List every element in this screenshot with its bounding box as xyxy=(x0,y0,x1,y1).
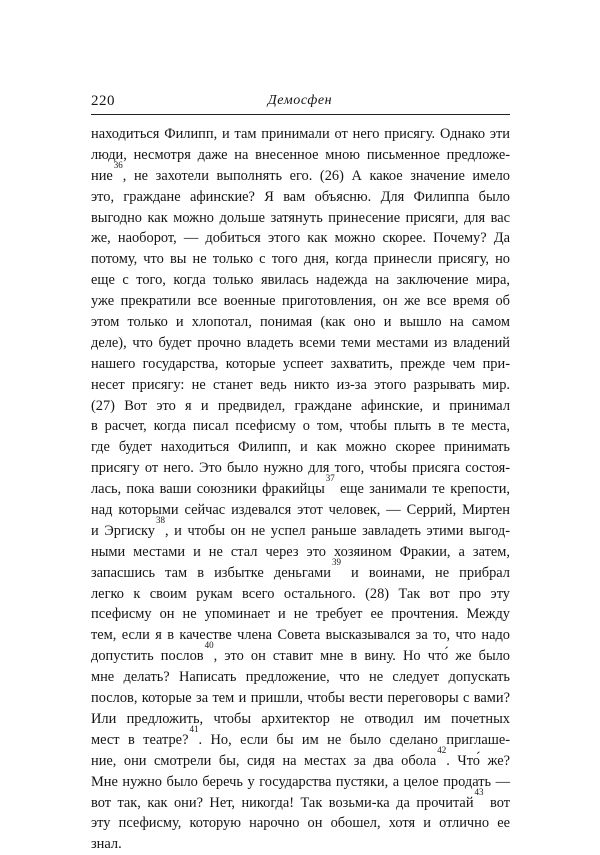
line-text: люди, несмотря даже на внесенное мною письменное предложе- xyxy=(91,146,510,163)
footnote-marker[interactable]: 43 xyxy=(474,786,484,797)
line-text: послов, которые за тем и пришли, чтобы вести переговоры с вами? xyxy=(91,690,510,707)
line-text-continued: еще занимали те крепости, xyxy=(334,481,511,498)
text-line xyxy=(91,437,510,458)
page-number: 220 xyxy=(91,93,115,109)
text-line xyxy=(91,813,510,834)
text-line xyxy=(91,834,510,855)
text-line xyxy=(91,208,510,229)
line-text: и Эргиску xyxy=(91,522,155,539)
text-line xyxy=(91,396,510,417)
header-rule xyxy=(91,114,510,115)
line-text: над которыми сейчас издевался этот человек, — Серрий, Миртен xyxy=(91,502,510,519)
line-text: ние, они смотрели бы, сидя на местах за два обола xyxy=(91,752,437,769)
text-line xyxy=(91,187,510,208)
line-text: легко к своим рукам всего остального. (28) Так вот про эту xyxy=(91,585,510,602)
line-text: потому, что вы не только с того дня, когда принесли присягу, но xyxy=(91,251,510,268)
line-text: ными местами и не стал через это хозяином Фракии, а затем, xyxy=(91,543,510,560)
text-line xyxy=(91,688,510,709)
text-line xyxy=(91,556,510,584)
line-text: мест в театре? xyxy=(91,731,189,748)
text-line xyxy=(91,584,510,605)
text-line xyxy=(91,458,510,479)
text-line xyxy=(91,354,510,375)
text-line xyxy=(91,375,510,396)
line-text-continued: и воинами, не прибрал xyxy=(340,564,510,581)
footnote-marker[interactable]: 41 xyxy=(189,724,199,735)
text-line xyxy=(91,312,510,333)
text-line xyxy=(91,333,510,354)
text-line xyxy=(91,416,510,437)
page-header xyxy=(91,93,509,113)
text-line xyxy=(91,709,510,730)
text-line xyxy=(91,724,510,751)
text-line xyxy=(91,604,510,625)
line-text: в расчет, когда писал псефисму о том, чтобы плыть в те места, xyxy=(91,418,510,435)
line-text: запасшись там в избытке деньгами xyxy=(91,564,331,581)
body-text xyxy=(91,124,510,855)
line-text: лась, пока ваши союзники фракийцы xyxy=(91,481,325,498)
line-text: находиться Филипп, и там принимали от него присягу. Однако эти xyxy=(91,126,510,142)
line-text: этом только и хлопотал, понимая (как оно и вышло на самом xyxy=(91,314,510,331)
text-line xyxy=(91,500,510,521)
line-text: Или предложить, чтобы архитектор не отводил им почетных xyxy=(91,710,510,727)
line-text: уже прекратили все военные приготовления, он же все время об xyxy=(91,293,510,310)
text-line xyxy=(91,640,510,667)
text-line xyxy=(91,625,510,646)
line-text: еще с того, когда только явилась надежда на заключение мира, xyxy=(91,272,510,289)
line-text: ние xyxy=(91,167,113,184)
text-line xyxy=(91,270,510,291)
line-text: знал. xyxy=(91,836,122,853)
line-text: присягу от него. Это было нужно для того, чтобы присяга состоя- xyxy=(91,460,510,477)
footnote-marker[interactable]: 40 xyxy=(204,640,214,651)
text-line xyxy=(91,145,510,166)
line-text: мне делать? Написать предложение, что не следует допускать xyxy=(91,669,510,686)
line-text-continued: , не захотели выполнять его. (26) А какое значение имело xyxy=(122,167,510,184)
text-line xyxy=(91,515,510,542)
line-text: выгодно как можно дольше затянуть принесение присяги, для вас xyxy=(91,209,510,226)
line-text: Мне нужно было беречь у государства пустяки, а целое продать — xyxy=(91,773,510,790)
footnote-marker[interactable]: 42 xyxy=(437,744,447,755)
line-text: нашего государства, которые успеет захватить, прежде чем при- xyxy=(91,355,510,372)
text-line xyxy=(91,159,510,187)
line-text-continued: , это он ставит мне в вину. Но что́ же было xyxy=(213,648,510,665)
line-text: псефисму он не упоминает и не требует ее прочтения. Между xyxy=(91,606,510,623)
text-line xyxy=(91,786,510,814)
running-title: Демосфен xyxy=(267,93,333,108)
line-text-continued: вот xyxy=(483,794,510,811)
text-line xyxy=(91,473,511,500)
line-text: же, наоборот, — добиться этого как можно скорее. Почему? Да xyxy=(91,230,510,247)
line-text: тем, если я в качестве члена Совета высказывался за то, что надо xyxy=(91,627,510,644)
line-text: допустить послов xyxy=(91,648,204,665)
footnote-marker[interactable]: 39 xyxy=(331,556,341,567)
text-line xyxy=(91,228,510,249)
line-text: эту псефисму, которую нарочно он обошел, хотя и отлично ее xyxy=(91,815,510,832)
text-line xyxy=(91,124,510,145)
line-text: деле), что будет прочно владеть всеми теми местами из владений xyxy=(91,334,510,351)
footnote-marker[interactable]: 36 xyxy=(113,159,123,170)
text-line xyxy=(91,542,510,563)
text-line xyxy=(91,291,510,312)
text-line xyxy=(91,667,510,688)
line-text-continued: . Но, если бы им не было сделано приглаше- xyxy=(198,731,510,748)
text-line xyxy=(91,772,510,793)
footnote-marker[interactable]: 38 xyxy=(155,515,165,526)
footnote-marker[interactable]: 37 xyxy=(325,473,335,484)
line-text: вот так, как они? Нет, никогда! Так возьми-ка да прочитай xyxy=(91,794,474,811)
line-text-continued: , и чтобы он не успел раньше завладеть этими выгод- xyxy=(164,522,510,539)
line-text: где будет находиться Филипп, и как можно скорее принимать xyxy=(91,439,510,456)
text-line xyxy=(91,744,511,772)
line-text: несет присягу: не станет ведь никто из-за этого разрывать мир. xyxy=(91,376,510,393)
text-line xyxy=(91,249,510,270)
line-text: это, граждане афинские? Я вам объясню. Для Филиппа было xyxy=(91,188,510,205)
line-text-continued: . Что́ же? xyxy=(446,752,511,769)
line-text: (27) Вот это я и предвидел, граждане афинские, и принимал xyxy=(91,397,510,414)
